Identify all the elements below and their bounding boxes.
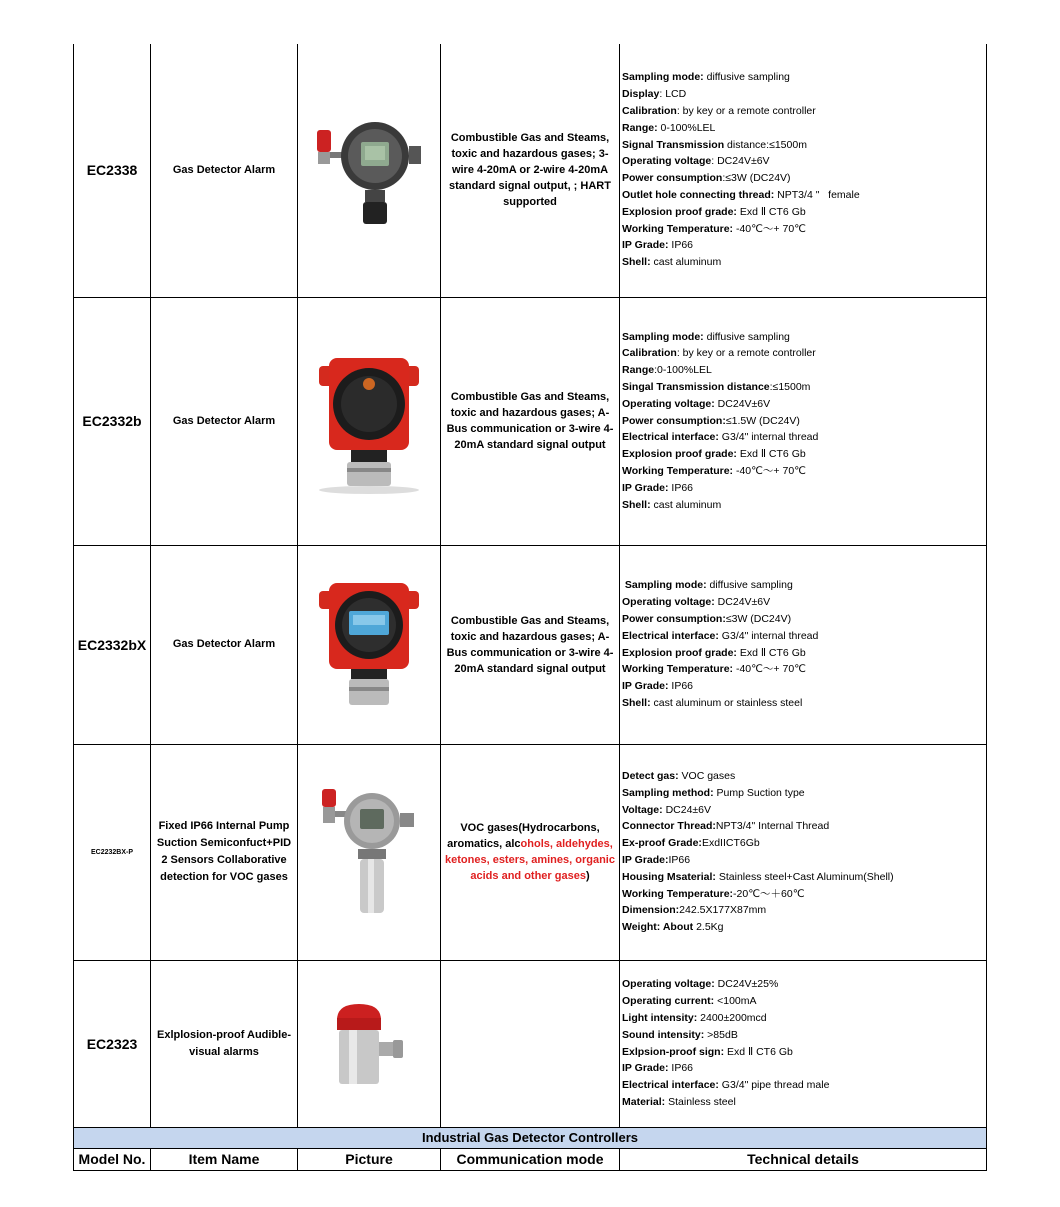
spec-value: ExdIICT6Gb — [701, 837, 760, 850]
spec-label: Sampling mode: — [622, 330, 704, 343]
model-number: EC2338 — [74, 44, 151, 297]
spec-value: ≤3W (DC24V) — [725, 612, 792, 625]
product-row — [74, 744, 987, 960]
spec-label: Working Temperature: — [622, 663, 734, 676]
spec-label: Calibration — [622, 347, 677, 360]
spec-value: : DC24V±6V — [711, 155, 770, 168]
spec-line — [622, 802, 984, 819]
spec-value: ≤1.5W (DC24V) — [725, 414, 800, 427]
item-name: Exlplosion-proof Audible-visual alarms — [151, 960, 298, 1127]
spec-label: IP Grade: — [622, 239, 669, 252]
spec-label: Explosion proof grade: — [622, 205, 737, 218]
spec-line — [622, 902, 984, 919]
spec-line — [622, 1077, 984, 1094]
spec-line — [622, 413, 984, 430]
spec-value: IP66 — [668, 854, 691, 866]
spec-label: Explosion proof grade: — [622, 646, 737, 659]
section-row — [74, 1127, 987, 1148]
spec-value: : LCD — [659, 88, 687, 101]
spec-line — [622, 446, 984, 463]
spec-value: :0-100%LEL — [654, 364, 712, 377]
spec-line — [622, 1010, 984, 1027]
spec-line — [622, 645, 984, 662]
spec-line — [622, 170, 984, 187]
spec-value: -40℃～+ 70℃ — [733, 663, 806, 676]
technical-details — [620, 297, 987, 545]
spec-value: DC24±6V — [662, 803, 712, 816]
communication-text: ) — [585, 870, 590, 882]
gas-detector-red-icon — [298, 348, 440, 494]
spec-line — [622, 254, 984, 271]
technical-details — [620, 545, 987, 744]
communication-mode — [441, 744, 620, 960]
header-technical: Technical details — [620, 1148, 987, 1170]
spec-label: Sound intensity: — [622, 1028, 705, 1041]
spec-line — [622, 237, 984, 254]
product-picture — [298, 545, 441, 744]
spec-value: VOC gases — [678, 770, 736, 783]
spec-label: Ex-proof Grade: — [622, 837, 702, 850]
spec-label: Electrical interface: — [622, 629, 719, 642]
spec-line — [622, 594, 984, 611]
item-name: Gas Detector Alarm — [151, 44, 298, 297]
spec-line — [622, 1044, 984, 1061]
spec-label: Shell: — [622, 498, 651, 511]
technical-details — [620, 960, 987, 1127]
spec-label: Operating voltage — [622, 155, 712, 168]
spec-line — [622, 768, 984, 785]
header-row — [74, 1148, 987, 1170]
communication-mode — [441, 297, 620, 545]
spec-label: Range — [622, 364, 655, 377]
communication-text: Combustible Gas and Steams, toxic and hazardous gases; A-Bus communication or 3-wire 4-20mA standard signal output — [446, 391, 614, 451]
spec-value: 0-100%LEL — [657, 121, 716, 134]
spec-label: Explosion proof grade: — [622, 448, 737, 461]
spec-label: Singal Transmission distance — [622, 381, 770, 393]
spec-line — [622, 785, 984, 802]
spec-label: Connector Thread: — [622, 820, 716, 833]
spec-line — [622, 1060, 984, 1077]
spec-line — [622, 329, 984, 346]
spec-label: Detect gas: — [622, 770, 679, 783]
spec-line — [622, 103, 984, 120]
spec-value: <100mA — [714, 995, 757, 1008]
spec-line — [622, 137, 984, 154]
spec-label: Electrical interface: — [622, 1079, 719, 1092]
section-title: Industrial Gas Detector Controllers — [74, 1127, 987, 1148]
spec-label: Voltage: — [622, 803, 663, 816]
spec-line — [622, 661, 984, 678]
spec-value: IP66 — [668, 239, 694, 252]
spec-value: NPT3/4 " female — [774, 189, 860, 202]
spec-value: cast aluminum or stainless steel — [650, 696, 803, 709]
technical-details — [620, 744, 987, 960]
communication-text: Combustible Gas and Steams, toxic and hazardous gases; A-Bus communication or 3-wire 4-20mA standard signal output — [446, 614, 614, 675]
product-row — [74, 960, 987, 1127]
spec-line — [622, 187, 984, 204]
product-row — [74, 297, 987, 545]
spec-line — [622, 480, 984, 497]
spec-label: Range: — [622, 121, 658, 134]
spec-label: Signal Transmission — [622, 138, 725, 151]
spec-line — [622, 69, 984, 86]
product-picture — [298, 297, 441, 545]
spec-line — [622, 463, 984, 480]
spec-value: cast aluminum — [650, 498, 722, 511]
spec-value: >85dB — [704, 1028, 738, 1041]
header-communication: Communication mode — [441, 1148, 620, 1170]
spec-label: Operating current: — [622, 995, 715, 1008]
spec-line — [622, 86, 984, 103]
spec-value: -20℃～＋60℃ — [733, 887, 805, 900]
spec-line — [622, 611, 984, 628]
spec-line — [622, 919, 984, 936]
spec-label: Working Temperature: — [622, 464, 734, 477]
pump-suction-detector-icon — [298, 787, 440, 917]
spec-line — [622, 396, 984, 413]
spec-label: Weight: About — [622, 921, 694, 934]
spec-value: : by key or a remote controller — [676, 105, 816, 118]
product-row — [74, 545, 987, 744]
spec-label: Light intensity: — [622, 1011, 698, 1024]
spec-label: Working Temperature: — [622, 887, 734, 900]
spec-value: G3/4" internal thread — [718, 431, 819, 444]
spec-label: Operating voltage: — [622, 596, 715, 609]
spec-line — [622, 1094, 984, 1111]
spec-value: G3/4" internal thread — [718, 629, 819, 642]
spec-line — [622, 204, 984, 221]
technical-details — [620, 44, 987, 297]
spec-label: IP Grade: — [622, 1062, 669, 1075]
spec-label: IP Grade: — [622, 680, 669, 693]
spec-label: Working Temperature: — [622, 222, 734, 235]
spec-line — [622, 345, 984, 362]
header-model: Model No. — [74, 1148, 151, 1170]
communication-text: VOC gases(Hydrocarbons, aromatics, alc — [447, 822, 600, 850]
spec-value: -40℃～+ 70℃ — [733, 222, 806, 235]
product-table — [73, 44, 987, 1171]
spec-value: diffusive sampling — [706, 579, 793, 592]
spec-label: Power consumption: — [622, 612, 726, 625]
spec-line — [622, 852, 984, 869]
spec-line — [622, 429, 984, 446]
spec-value: :≤3W (DC24V) — [722, 172, 791, 185]
spec-line — [622, 120, 984, 137]
spec-label: Electrical interface: — [622, 431, 719, 444]
spec-value: 2400±200mcd — [697, 1011, 767, 1024]
spec-value: Exd Ⅱ CT6 Gb — [724, 1045, 793, 1058]
spec-label: Dimension: — [622, 904, 680, 917]
spec-label: IP Grade: — [622, 854, 669, 866]
spec-value: 242.5X177X87mm — [679, 904, 767, 917]
communication-mode — [441, 545, 620, 744]
spec-line — [622, 497, 984, 514]
model-number: EC2332bX — [74, 545, 151, 744]
spec-value: diffusive sampling — [703, 330, 790, 343]
header-picture: Picture — [298, 1148, 441, 1170]
spec-label: Power consumption — [622, 172, 723, 185]
spec-line — [622, 886, 984, 903]
spec-value: Exd Ⅱ CT6 Gb — [736, 646, 806, 659]
spec-label: Calibration — [622, 105, 677, 118]
product-picture — [298, 44, 441, 297]
spec-value: IP66 — [668, 481, 694, 494]
spec-line — [622, 362, 984, 379]
spec-label: Shell: — [622, 256, 651, 269]
spec-value: G3/4" pipe thread male — [718, 1079, 830, 1092]
spec-line — [622, 628, 984, 645]
spec-line — [622, 577, 984, 594]
spec-label: Exlpsion-proof sign: — [622, 1045, 725, 1058]
header-item: Item Name — [151, 1148, 298, 1170]
item-name: Fixed IP66 Internal Pump Suction Semiconfuct+PID 2 Sensors Collaborative detection for VOC gases — [151, 744, 298, 960]
spec-label: Power consumption: — [622, 414, 726, 427]
item-name: Gas Detector Alarm — [151, 545, 298, 744]
spec-value: distance:≤1500m — [724, 138, 807, 151]
spec-line — [622, 869, 984, 886]
spec-label: Shell: — [622, 696, 651, 709]
spec-label: IP Grade: — [622, 481, 669, 494]
spec-value: : by key or a remote controller — [676, 347, 816, 360]
communication-mode — [441, 44, 620, 297]
spec-value: diffusive sampling — [703, 71, 790, 84]
spec-value: DC24V±6V — [714, 596, 771, 609]
spec-label: Housing Msaterial: — [622, 870, 716, 883]
gas-detector-red-display-icon — [298, 581, 440, 709]
spec-value: Stainless steel+Cast Aluminum(Shell) — [715, 870, 894, 883]
communication-text: Combustible Gas and Steams, toxic and hazardous gases; 3-wire 4-20mA or 2-wire 4-20mA standard signal output, ; HART supported — [449, 132, 611, 209]
spec-value: :≤1500m — [769, 381, 811, 393]
spec-value: DC24V±6V — [714, 397, 771, 410]
gas-detector-lcd-icon — [298, 112, 440, 228]
spec-value: NPT3/4" Internal Thread — [715, 820, 830, 833]
communication-text: ohols, aldehydes, ketones, esters, amines, organic acids and other gases — [445, 838, 615, 882]
spec-value: Exd Ⅱ CT6 Gb — [736, 205, 806, 218]
spec-label: Material: — [622, 1095, 666, 1108]
spec-value: Exd Ⅱ CT6 Gb — [736, 448, 806, 461]
spec-line — [622, 379, 984, 396]
spec-line — [622, 695, 984, 712]
spec-line — [622, 1027, 984, 1044]
spec-label: Operating voltage: — [622, 397, 715, 410]
spec-label: Display — [622, 88, 660, 101]
spec-line — [622, 153, 984, 170]
spec-value: Pump Suction type — [713, 786, 805, 799]
spec-line — [622, 221, 984, 238]
spec-value: Stainless steel — [665, 1095, 736, 1108]
communication-mode — [441, 960, 620, 1127]
spec-line — [622, 993, 984, 1010]
model-number: EC2232BX-P — [74, 744, 151, 960]
spec-value: cast aluminum — [650, 256, 722, 269]
spec-value: 2.5Kg — [693, 921, 724, 934]
spec-value: IP66 — [668, 680, 694, 693]
spec-line — [622, 835, 984, 852]
model-number: EC2323 — [74, 960, 151, 1127]
spec-label: Sampling mode: — [622, 71, 704, 84]
spec-value: DC24V±25% — [714, 978, 779, 991]
spec-line — [622, 818, 984, 835]
product-row — [74, 44, 987, 297]
spec-label: Outlet hole connecting thread: — [622, 189, 775, 202]
product-picture — [298, 744, 441, 960]
spec-line — [622, 678, 984, 695]
spec-line — [622, 976, 984, 993]
spec-value: -40℃～+ 70℃ — [733, 464, 806, 477]
spec-label: Sampling method: — [622, 786, 714, 799]
item-name: Gas Detector Alarm — [151, 297, 298, 545]
audible-visual-alarm-icon — [298, 1000, 440, 1088]
product-rows — [74, 44, 987, 1127]
spec-value: IP66 — [668, 1062, 694, 1075]
product-picture — [298, 960, 441, 1127]
model-number: EC2332b — [74, 297, 151, 545]
spec-label: Operating voltage: — [622, 978, 715, 991]
spec-label: Sampling mode: — [622, 579, 707, 592]
